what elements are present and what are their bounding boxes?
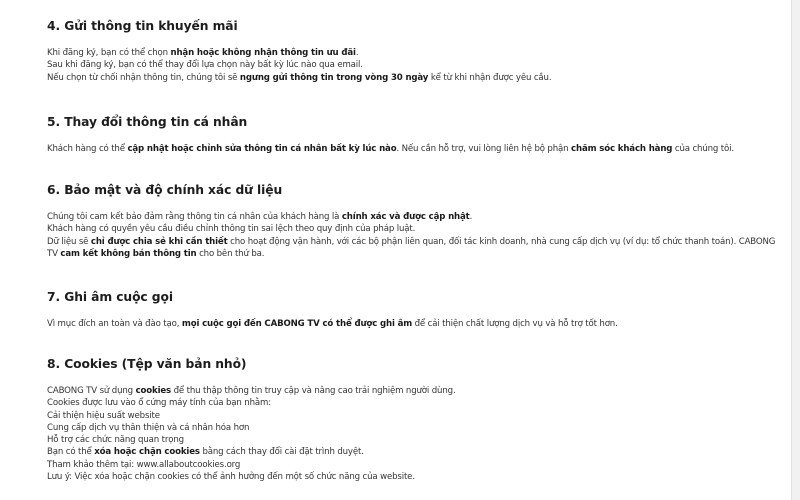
bold-text-run: ngưng gửi thông tin trong vòng 30 ngày xyxy=(239,72,429,83)
section-personal-info-change xyxy=(47,114,782,155)
bold-text-run: mọi cuộc gọi đến CABONG TV có thể được ghi âm xyxy=(181,319,413,329)
section-heading: 7. Ghi âm cuộc gọi xyxy=(47,290,173,304)
paragraph-line xyxy=(47,446,782,458)
text-run: Tham khảo thêm tại: www.allaboutcookies.org xyxy=(47,459,241,470)
section-heading: 4. Gửi thông tin khuyến mãi xyxy=(47,19,238,33)
text-run: của chúng tôi. xyxy=(672,144,734,154)
paragraph-line xyxy=(47,223,782,235)
paragraph-line xyxy=(47,422,782,434)
text-run: Bạn có thể xyxy=(47,447,95,458)
text-run: bằng cách thay đổi cài đặt trình duyệt. xyxy=(199,447,364,458)
bold-text-run: cookies xyxy=(135,386,172,396)
text-run: Khi đăng ký, bạn có thể chọn xyxy=(47,48,171,58)
text-run: . xyxy=(355,48,359,58)
text-run: Dữ liệu sẽ xyxy=(47,236,91,247)
bold-text-run: chính xác và được cập nhật xyxy=(341,212,470,222)
text-run: TV xyxy=(47,248,61,259)
paragraph-line xyxy=(47,397,782,409)
paragraph-line xyxy=(47,410,782,422)
section-promotional-info xyxy=(47,18,782,84)
bold-text-run: chăm sóc khách hàng xyxy=(571,144,673,154)
text-run: Nếu chọn từ chối nhận thông tin, chúng tôi sẽ xyxy=(47,72,240,83)
paragraph-line xyxy=(47,236,782,248)
paragraph-line xyxy=(47,471,782,483)
paragraph-line xyxy=(47,385,782,397)
text-run: Chúng tôi cam kết bảo đảm rằng thông tin cá nhân của khách hàng là xyxy=(47,212,342,222)
text-run: để cải thiện chất lượng dịch vụ và hỗ trợ tốt hơn. xyxy=(412,319,618,329)
paragraph-line xyxy=(47,143,782,155)
text-run: cho bên thứ ba. xyxy=(196,248,265,259)
paragraph-line xyxy=(47,47,782,59)
text-run: Khách hàng có thể xyxy=(47,144,128,154)
bold-text-run: nhận hoặc không nhận thông tin ưu đãi xyxy=(170,48,356,58)
bold-text-run: cập nhật hoặc chỉnh sửa thông tin cá nhân bất kỳ lúc nào xyxy=(127,144,397,154)
text-run: Cung cấp dịch vụ thân thiện và cá nhân hóa hơn xyxy=(47,422,250,433)
bold-text-run: xóa hoặc chặn cookies xyxy=(94,447,200,458)
text-run: Sau khi đăng ký, bạn có thể thay đổi lựa chọn này bất kỳ lúc nào qua email. xyxy=(47,60,363,71)
section-heading: 5. Thay đổi thông tin cá nhân xyxy=(47,115,248,129)
bold-text-run: chỉ được chia sẻ khi cần thiết xyxy=(90,236,228,247)
section-heading: 6. Bảo mật và độ chính xác dữ liệu xyxy=(47,183,283,197)
text-run: Cải thiện hiệu suất website xyxy=(47,410,160,421)
text-run: Cookies được lưu vào ổ cứng máy tính của bạn nhằm: xyxy=(47,398,271,409)
section-call-recording xyxy=(47,289,782,330)
text-run: Hỗ trợ các chức năng quan trọng xyxy=(47,435,184,446)
bold-text-run: cam kết không bán thông tin xyxy=(60,248,197,259)
paragraph-line xyxy=(47,211,782,223)
text-run: để thu thập thông tin truy cập và nâng cao trải nghiệm người dùng. xyxy=(171,386,456,396)
text-run: cho hoạt động vận hành, với các bộ phận liên quan, đối tác kinh doanh, nhà cung cấp dịch vụ (ví dụ: tổ chức thanh toán). CABONG xyxy=(227,236,776,247)
text-run: CABONG TV sử dụng xyxy=(47,386,136,396)
page-right-edge xyxy=(791,0,800,500)
paragraph-line xyxy=(47,434,782,446)
section-heading: 8. Cookies (Tệp văn bản nhỏ) xyxy=(47,357,247,371)
text-run: kể từ khi nhận được yêu cầu. xyxy=(428,72,552,83)
section-cookies xyxy=(47,356,782,483)
text-run: . Nếu cần hỗ trợ, vui lòng liên hệ bộ phận xyxy=(396,144,572,154)
paragraph-line xyxy=(47,459,782,471)
paragraph-line xyxy=(47,248,782,260)
section-data-security xyxy=(47,182,782,260)
paragraph-line xyxy=(47,59,782,71)
text-run: Vì mục đích an toàn và đào tạo, xyxy=(47,319,182,329)
text-run: Khách hàng có quyền yêu cầu điều chỉnh thông tin sai lệch theo quy định của pháp luật. xyxy=(47,224,416,235)
text-run: . xyxy=(469,212,473,222)
paragraph-line xyxy=(47,318,782,330)
paragraph-line xyxy=(47,72,782,84)
text-run: Lưu ý: Việc xóa hoặc chặn cookies có thể ảnh hưởng đến một số chức năng của website. xyxy=(47,472,415,483)
